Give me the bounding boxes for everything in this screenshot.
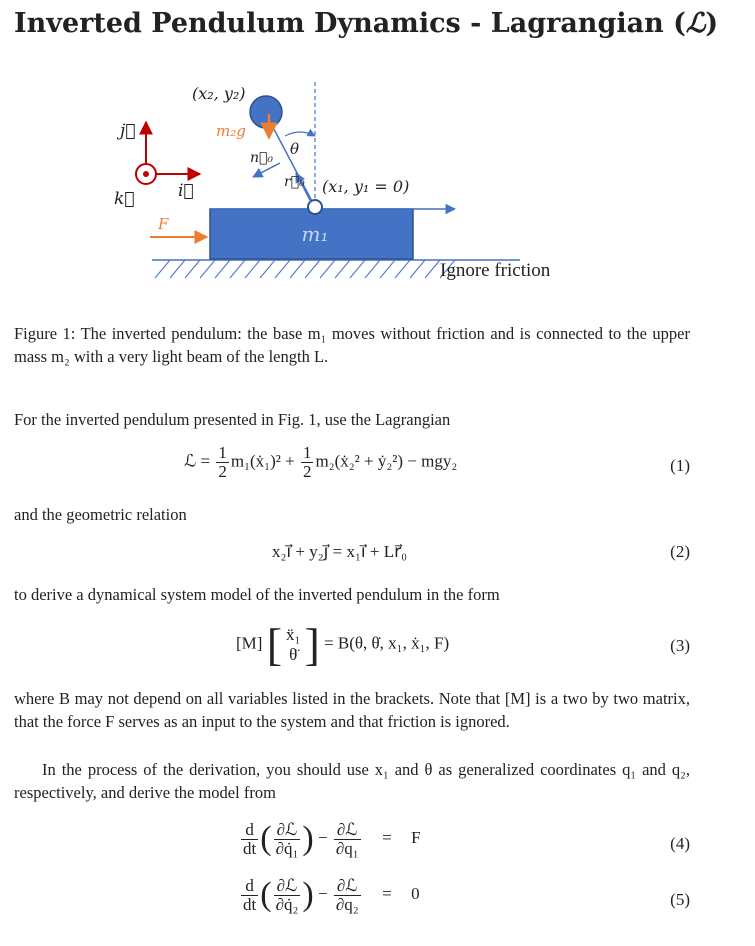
eq-number-3: (3): [670, 636, 690, 655]
state-vector: ẍ₁ θ̈: [286, 624, 301, 664]
theta-label: θ: [290, 140, 300, 158]
pivot: [308, 200, 322, 214]
equation-4: $\frac{d}{dt}$ ( $\frac{\text{∂ℒ}}{\text{∂q̇₁}}$ ) − $\frac{\text{∂ℒ}}{\text{∂q₁}}$ = F (4): [243, 819, 690, 858]
eq-number-5: (5): [670, 890, 690, 909]
paragraph-intro: For the inverted pendulum presented in Fig. 1, use the Lagrangian: [14, 410, 451, 429]
paragraph-note: where B may not depend on all variables listed in the brackets. Note that [M] is a two by two matrix, that the force F serves as an input to the system and that friction is ignored.: [14, 689, 690, 731]
paragraph-geometric: and the geometric relation: [14, 505, 187, 524]
frac-half-2: $\frac{1}{2}$: [302, 443, 312, 481]
pendulum-figure: [110, 74, 590, 289]
eq-number-1: (1): [670, 456, 690, 475]
friction-label: Ignore friction: [440, 260, 551, 281]
k-label: k⃗: [114, 189, 135, 209]
mass-m2: [250, 96, 282, 128]
m2g-label: m₂g: [216, 122, 246, 140]
paragraph-derive: to derive a dynamical system model of the inverted pendulum in the form: [14, 585, 500, 604]
equation-5: $\frac{d}{dt}$ ( $\frac{\text{∂ℒ}}{\text{∂q̇₂}}$ ) − $\frac{\text{∂ℒ}}{\text{∂q₂}}$ = 0 (5): [243, 875, 690, 914]
k-axis-dot: [143, 171, 149, 177]
pendulum-beam: [266, 114, 315, 207]
paragraph-process: In the process of the derivation, you should use x₁ and θ as generalized coordinates q₁ and q₂, respectively, and derive the model from: [14, 760, 690, 802]
page-title: Inverted Pendulum Dynamics - Lagrangian (ℒ): [14, 8, 719, 39]
frac-half-1: $\frac{1}{2}$: [218, 443, 227, 481]
j-label: j⃗: [120, 121, 136, 141]
equation-2: x₂i⃗ + y₂j⃗ = x₁i⃗ + Lr⃗₀ (2): [272, 542, 690, 561]
i-label: i⃗: [178, 181, 194, 201]
equation-3: [M] [ ẍ₁ θ̈ ] = B(θ, θ̇, x₁, ẋ₁, F) (3): [236, 619, 690, 670]
force-label: F: [158, 215, 169, 233]
eq-number-2: (2): [670, 542, 690, 561]
equation-1: ℒ = $\frac{1}{2}$ m₁(ẋ₁)² + $\frac{1}{2}$ m₂(ẋ₂² + ẏ₂²) − mgy₂ (1): [184, 443, 690, 481]
ground-hatch: [155, 260, 455, 278]
m1-label: m₁: [301, 222, 329, 246]
r0-label: r⃗₀: [284, 174, 305, 190]
theta-arc: [285, 132, 315, 136]
x2y2-label: (x₂, y₂): [192, 84, 246, 103]
x1y1-label: (x₁, y₁ = 0): [322, 177, 410, 196]
eq-number-4: (4): [670, 834, 690, 853]
figure-caption: Figure 1: The inverted pendulum: the base m₁ moves without friction and is connected to the upper mass m₂ with a very light beam of the length L.: [14, 324, 690, 366]
n0-label: n⃗₀: [250, 150, 274, 166]
